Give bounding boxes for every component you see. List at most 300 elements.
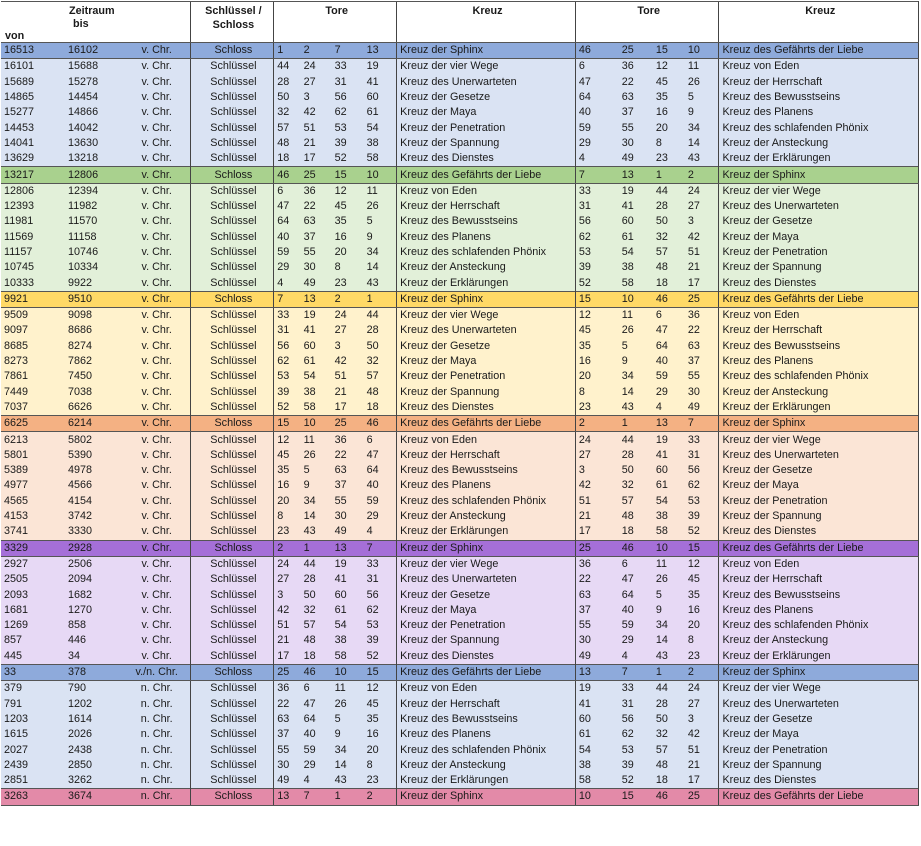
cell-tor-1: 12: [274, 432, 301, 448]
cell-kreuz-right: Kreuz der Erklärungen: [719, 151, 919, 167]
cell-tor-1: 13: [274, 789, 301, 805]
cell-kreuz-left: Kreuz der Erklärungen: [397, 773, 576, 789]
table-row: [1, 90, 919, 105]
table-row-schloss: [1, 167, 919, 183]
cell-tor-r4: 43: [687, 152, 700, 165]
cell-bis: 6214: [65, 416, 121, 432]
cell-tor-3: 13: [332, 540, 364, 556]
cell-tor-r4: 3: [687, 712, 694, 725]
cell-tor-4: 13: [364, 43, 397, 59]
cell-key: Schlüssel: [190, 354, 274, 369]
cell-tor-3: 38: [334, 634, 347, 647]
header-bis: bis: [73, 18, 89, 30]
cell-tor-2: 27: [303, 75, 316, 88]
cell-tor-3: 20: [334, 246, 347, 258]
cell-kreuz-left: Kreuz des Dienstes: [397, 400, 576, 416]
cell-tor-3: 37: [334, 479, 347, 492]
cell-bis: 3742: [68, 510, 93, 523]
cell-tor-r2: 63: [621, 91, 634, 104]
cell-tor-r3: 10: [653, 540, 685, 556]
cell-tor-4: 64: [366, 464, 379, 477]
cell-kreuz-left: Kreuz der Ansteckung: [397, 509, 576, 524]
cell-tor-r2: 1: [619, 416, 653, 432]
cell-kreuz-left: Kreuz der Ansteckung: [397, 758, 576, 773]
cell-kreuz-left: Kreuz der Herrschaft: [397, 696, 576, 711]
cell-tor-3: 21: [334, 385, 347, 398]
cell-kreuz-left: Kreuz der vier Wege: [397, 59, 576, 75]
cell-era: v. Chr.: [141, 355, 172, 368]
cell-tor-r4: 24: [687, 682, 700, 695]
cell-era: v. Chr.: [141, 557, 172, 570]
cell-kreuz-right: Kreuz des Bewusstseins: [719, 339, 919, 354]
cell-tor-r3: 23: [655, 152, 668, 165]
cell-von: 6625: [1, 416, 65, 432]
cell-key: Schloss: [190, 540, 274, 556]
cell-tor-3: 55: [334, 494, 347, 507]
cell-key: Schloss: [190, 664, 274, 680]
cell-tor-2: 36: [303, 184, 316, 197]
table-row: [1, 105, 919, 120]
cell-tor-r4: 25: [685, 789, 719, 805]
cell-von: 857: [4, 634, 23, 647]
cell-tor-r2: 10: [619, 291, 653, 307]
cell-tor-r2: 37: [621, 106, 634, 119]
cell-tor-r2: 32: [621, 479, 634, 492]
cell-tor-r1: 33: [575, 183, 618, 199]
header-zeitraum: Zeitraum: [69, 5, 115, 17]
cell-bis: 7450: [68, 370, 93, 383]
cell-von: 12806: [4, 184, 35, 197]
cell-tor-1: 18: [274, 151, 301, 167]
cell-bis: 790: [68, 682, 87, 695]
cell-von: 4565: [4, 494, 29, 507]
cell-tor-r4: 3: [687, 215, 694, 228]
cell-von: 2439: [4, 758, 29, 771]
cell-key: Schlüssel: [190, 463, 274, 478]
cell-tor-r4: 17: [687, 774, 700, 787]
cell-era: n. Chr.: [140, 697, 173, 710]
table-row: [1, 773, 919, 789]
cell-tor-r1: 19: [575, 681, 618, 697]
cell-tor-1: 59: [274, 245, 301, 260]
cell-tor-r3: 32: [655, 728, 668, 741]
header-tore-right: [575, 2, 719, 43]
cell-tor-r3: 50: [655, 712, 668, 725]
cell-tor-r4: 56: [687, 464, 700, 477]
cell-kreuz-left: Kreuz der vier Wege: [397, 556, 576, 572]
cell-kreuz-left: Kreuz des Dienstes: [397, 151, 576, 167]
cell-von: 9097: [4, 324, 29, 337]
cell-tor-3: 33: [334, 60, 347, 73]
cell-tor-2: 42: [303, 106, 316, 119]
header-schluessel: [190, 2, 274, 43]
cell-tor-r3: 41: [655, 448, 668, 461]
cell-era: v. Chr.: [121, 540, 190, 556]
cell-tor-r2: 18: [621, 525, 634, 538]
cell-tor-r1: 29: [575, 136, 618, 151]
cell-tor-3: 49: [334, 525, 347, 538]
cell-tor-3: 42: [334, 355, 347, 368]
cell-tor-2: 59: [303, 743, 316, 756]
cell-tor-r1: 17: [575, 524, 618, 540]
table-row: [1, 603, 919, 618]
cell-tor-2: 37: [303, 230, 316, 243]
cell-tor-4: 6: [366, 433, 373, 446]
cell-tor-2: 50: [303, 588, 316, 601]
cell-bis: 8686: [68, 324, 93, 337]
cell-von: 5389: [4, 464, 29, 477]
cell-von: 14041: [4, 136, 35, 149]
cell-tor-4: 48: [366, 385, 379, 398]
cell-kreuz-right: Kreuz des Gefährts der Liebe: [719, 540, 919, 556]
cell-kreuz-right: Kreuz der Ansteckung: [719, 385, 919, 400]
cell-tor-r3: 13: [653, 416, 685, 432]
cell-kreuz-left: Kreuz der Spannung: [397, 385, 576, 400]
cell-tor-4: 19: [366, 60, 379, 73]
cell-tor-r2: 57: [621, 494, 634, 507]
cell-tor-r1: 16: [575, 354, 618, 369]
cell-tor-r2: 11: [621, 309, 633, 322]
cell-era: v. Chr.: [141, 246, 172, 258]
cell-tor-r3: 40: [655, 355, 668, 368]
cell-kreuz-left: Kreuz der Penetration: [397, 120, 576, 135]
cell-tor-1: 46: [274, 167, 301, 183]
table-row: [1, 494, 919, 509]
cell-kreuz-right: Kreuz von Eden: [719, 308, 919, 324]
cell-bis: 7038: [68, 385, 93, 398]
cell-kreuz-right: Kreuz der Herrschaft: [719, 75, 919, 90]
cell-von: 1615: [4, 728, 29, 741]
cell-tor-1: 56: [274, 339, 301, 354]
cell-tor-3: 63: [334, 464, 347, 477]
cell-bis: 6626: [68, 400, 93, 413]
cell-key: Schlüssel: [190, 618, 274, 633]
cell-key: Schlüssel: [190, 742, 274, 757]
cell-bis: 5390: [68, 448, 93, 461]
cell-era: v. Chr.: [141, 573, 172, 586]
cell-tor-r2: 6: [621, 557, 628, 570]
cell-era: v. Chr.: [141, 603, 172, 616]
cell-von: 13217: [1, 167, 65, 183]
cell-era: n. Chr.: [140, 774, 173, 787]
cell-tor-r1: 51: [575, 494, 618, 509]
cell-kreuz-right: Kreuz des Dienstes: [719, 275, 919, 291]
cell-tor-2: 63: [303, 215, 316, 228]
cell-tor-r2: 19: [621, 184, 634, 197]
cell-key: Schlüssel: [190, 151, 274, 167]
header-tore-left-label: Tore: [325, 5, 348, 17]
cell-kreuz-left: Kreuz des Planens: [397, 478, 576, 493]
cell-tor-2: 46: [301, 664, 332, 680]
cell-tor-r3: 57: [655, 246, 668, 258]
header-von: von: [5, 30, 25, 42]
table-row: [1, 369, 919, 384]
header-kreuz-right: [719, 2, 919, 43]
cell-tor-1: 20: [274, 494, 301, 509]
cell-tor-1: 27: [274, 572, 301, 587]
cell-kreuz-left: Kreuz von Eden: [397, 432, 576, 448]
cell-tor-r2: 5: [621, 339, 628, 352]
cell-von: 2927: [4, 557, 29, 570]
cell-tor-r1: 55: [575, 618, 618, 633]
cell-tor-r1: 21: [575, 509, 618, 524]
cell-tor-r3: 38: [655, 510, 668, 523]
cell-tor-r3: 1: [653, 167, 685, 183]
cell-tor-4: 8: [366, 758, 373, 771]
table-body: [1, 43, 919, 806]
cell-tor-2: 47: [303, 697, 316, 710]
cell-tor-2: 34: [303, 494, 316, 507]
cell-von: 3263: [1, 789, 65, 805]
cell-tor-r4: 23: [687, 649, 700, 662]
cell-tor-2: 43: [303, 525, 316, 538]
cell-tor-r3: 50: [655, 215, 668, 228]
cell-tor-r1: 7: [575, 167, 618, 183]
cell-tor-r3: 61: [655, 479, 668, 492]
cell-era: v. Chr.: [141, 634, 172, 647]
cell-von: 7861: [4, 370, 29, 383]
cell-von: 14453: [4, 121, 35, 134]
cell-tor-2: 41: [303, 324, 316, 337]
cell-tor-1: 49: [274, 773, 301, 789]
cell-tor-4: 10: [364, 167, 397, 183]
cell-von: 7449: [4, 385, 29, 398]
cell-tor-r2: 58: [621, 276, 634, 289]
cell-era: v. Chr.: [141, 75, 172, 88]
cell-tor-1: 55: [274, 742, 301, 757]
cell-key: Schlüssel: [190, 339, 274, 354]
cell-tor-r2: 49: [621, 152, 634, 165]
cell-key: Schlüssel: [190, 478, 274, 493]
table-row: [1, 587, 919, 602]
cell-bis: 2026: [68, 728, 93, 741]
cell-kreuz-left: Kreuz der vier Wege: [397, 308, 576, 324]
cell-bis: 12806: [65, 167, 121, 183]
cell-tor-3: 9: [334, 728, 341, 741]
cell-tor-4: 26: [366, 200, 379, 213]
cell-bis: 14866: [68, 106, 99, 119]
table-row: [1, 432, 919, 448]
cell-tor-4: 50: [366, 339, 379, 352]
cell-tor-2: 7: [301, 789, 332, 805]
table-row: [1, 400, 919, 416]
cell-kreuz-left: Kreuz des Dienstes: [397, 649, 576, 665]
cell-bis: 858: [68, 619, 87, 632]
cell-bis: 1202: [68, 697, 93, 710]
cell-kreuz-right: Kreuz der Spannung: [719, 509, 919, 524]
cell-tor-r1: 10: [575, 789, 618, 805]
cell-kreuz-right: Kreuz der vier Wege: [719, 681, 919, 697]
cell-tor-r1: 40: [575, 105, 618, 120]
cell-tor-r4: 39: [687, 510, 700, 523]
cell-tor-1: 22: [274, 696, 301, 711]
cell-tor-4: 33: [366, 557, 379, 570]
cell-tor-1: 31: [274, 323, 301, 338]
cell-tor-r1: 31: [575, 199, 618, 214]
cell-tor-1: 23: [274, 524, 301, 540]
cell-von: 9921: [1, 291, 65, 307]
cell-tor-r4: 2: [685, 664, 719, 680]
cell-tor-r4: 15: [685, 540, 719, 556]
cell-tor-1: 63: [274, 712, 301, 727]
cell-tor-r4: 17: [687, 276, 700, 289]
cell-bis: 4978: [68, 464, 93, 477]
cell-von: 12393: [4, 200, 35, 213]
cell-tor-1: 17: [274, 649, 301, 665]
cell-key: Schlüssel: [190, 696, 274, 711]
cell-kreuz-left: Kreuz der Sphinx: [397, 291, 576, 307]
cell-tor-r1: 49: [575, 649, 618, 665]
cell-tor-r3: 16: [655, 106, 668, 119]
cell-key: Schlüssel: [190, 183, 274, 199]
cell-tor-r1: 58: [575, 773, 618, 789]
cell-tor-r1: 25: [575, 540, 618, 556]
cell-tor-1: 37: [274, 727, 301, 742]
cell-key: Schlüssel: [190, 681, 274, 697]
cell-tor-r3: 20: [655, 121, 668, 134]
cell-tor-r2: 28: [621, 448, 634, 461]
cell-bis: 378: [65, 664, 121, 680]
cell-tor-r2: 36: [621, 60, 634, 73]
header-kreuz-left: [397, 2, 576, 43]
cell-kreuz-right: Kreuz der Gesetze: [719, 214, 919, 229]
cell-tor-3: 27: [334, 324, 347, 337]
cell-kreuz-left: Kreuz des Gefährts der Liebe: [397, 416, 576, 432]
cell-tor-r4: 8: [687, 634, 694, 647]
cell-tor-r2: 48: [621, 510, 634, 523]
cell-tor-r1: 35: [575, 339, 618, 354]
cell-key: Schlüssel: [190, 90, 274, 105]
cell-tor-2: 24: [303, 60, 316, 73]
cell-tor-r3: 35: [655, 91, 668, 104]
cell-tor-3: 10: [332, 664, 364, 680]
cell-tor-r2: 53: [621, 743, 634, 756]
cell-kreuz-right: Kreuz der Gesetze: [719, 712, 919, 727]
cell-tor-2: 19: [303, 309, 316, 322]
cell-key: Schlüssel: [190, 556, 274, 572]
cell-tor-r4: 55: [687, 370, 700, 383]
cell-tor-r4: 27: [687, 200, 700, 213]
cell-tor-1: 52: [274, 400, 301, 416]
header-von-bis: [1, 2, 121, 43]
cell-era: v. Chr.: [121, 167, 190, 183]
table-row: [1, 712, 919, 727]
cell-tor-4: 44: [366, 309, 379, 322]
cell-kreuz-right: Kreuz der Ansteckung: [719, 136, 919, 151]
cell-tor-3: 19: [334, 557, 347, 570]
cell-key: Schlüssel: [190, 649, 274, 665]
table-row: [1, 199, 919, 214]
cell-key: Schlüssel: [190, 727, 274, 742]
cell-tor-4: 46: [364, 416, 397, 432]
cell-tor-1: 40: [274, 230, 301, 245]
header-schluessel-line2: Schloss: [212, 19, 255, 31]
cell-tor-r1: 64: [575, 90, 618, 105]
cell-tor-r1: 24: [575, 432, 618, 448]
cell-bis: 9922: [68, 276, 93, 289]
cell-era: v. Chr.: [141, 479, 172, 492]
cell-tor-r4: 51: [687, 743, 700, 756]
cell-tor-2: 9: [303, 479, 310, 492]
cell-tor-r4: 11: [687, 60, 700, 73]
cell-kreuz-left: Kreuz von Eden: [397, 681, 576, 697]
cell-tor-r4: 21: [687, 261, 700, 274]
header-tore-right-label: Tore: [637, 5, 660, 17]
cell-bis: 11158: [68, 230, 97, 243]
cell-key: Schlüssel: [190, 509, 274, 524]
cell-tor-r4: 2: [685, 167, 719, 183]
cell-tor-4: 34: [366, 246, 379, 258]
cell-tor-3: 61: [334, 603, 347, 616]
cell-kreuz-left: Kreuz der Spannung: [397, 633, 576, 648]
cell-key: Schloss: [190, 167, 274, 183]
cell-era: v. Chr.: [141, 433, 172, 446]
cell-era: v. Chr.: [141, 121, 172, 134]
cell-kreuz-right: Kreuz des Bewusstseins: [719, 90, 919, 105]
cell-tor-r1: 6: [575, 59, 618, 75]
cell-tor-r3: 48: [655, 758, 668, 771]
cell-era: v. Chr.: [141, 649, 172, 662]
cell-von: 4977: [4, 479, 29, 492]
cell-kreuz-right: Kreuz des Unerwarteten: [719, 199, 919, 214]
cell-era: v. Chr.: [141, 385, 172, 398]
cell-tor-r3: 11: [655, 557, 668, 570]
header-row: [1, 2, 919, 43]
header-schluessel-line1: Schlüssel /: [205, 5, 262, 17]
cell-tor-r3: 14: [655, 634, 668, 647]
cell-von: 16513: [1, 43, 65, 59]
cell-era: n. Chr.: [121, 789, 190, 805]
cell-tor-1: 47: [274, 199, 301, 214]
cell-von: 11569: [4, 230, 34, 243]
cell-era: v. Chr.: [141, 510, 172, 523]
table-row-schloss: [1, 789, 919, 805]
cell-tor-r2: 26: [621, 324, 634, 337]
cell-tor-4: 43: [366, 276, 379, 289]
cell-tor-2: 30: [303, 261, 316, 274]
cell-tor-3: 45: [334, 200, 347, 213]
cell-tor-r4: 35: [687, 588, 700, 601]
cell-tor-r3: 6: [655, 309, 662, 322]
cell-tor-1: 1: [274, 43, 301, 59]
cell-era: v./n. Chr.: [121, 664, 190, 680]
cell-kreuz-right: Kreuz des schlafenden Phönix: [719, 369, 919, 384]
cell-von: 2851: [4, 774, 29, 787]
cell-kreuz-right: Kreuz von Eden: [719, 59, 919, 75]
cell-key: Schloss: [190, 43, 274, 59]
table-row: [1, 696, 919, 711]
cell-kreuz-left: Kreuz der Maya: [397, 603, 576, 618]
cell-kreuz-right: Kreuz von Eden: [719, 556, 919, 572]
cell-kreuz-right: Kreuz der Sphinx: [719, 167, 919, 183]
cell-key: Schlüssel: [190, 603, 274, 618]
cell-tor-2: 61: [303, 355, 316, 368]
cell-tor-2: 13: [301, 291, 332, 307]
cell-tor-3: 54: [334, 619, 347, 632]
cell-tor-4: 39: [366, 634, 379, 647]
cell-tor-r4: 21: [687, 758, 700, 771]
cell-era: v. Chr.: [141, 339, 172, 352]
cell-von: 9509: [4, 309, 29, 322]
cell-tor-r4: 14: [687, 136, 700, 149]
cell-kreuz-left: Kreuz des Unerwarteten: [397, 75, 576, 90]
cell-tor-2: 44: [303, 557, 316, 570]
cell-tor-r1: 47: [575, 75, 618, 90]
cell-von: 33: [1, 664, 65, 680]
table-row: [1, 151, 919, 167]
cell-von: 8273: [4, 355, 29, 368]
cell-von: 1681: [4, 603, 29, 616]
